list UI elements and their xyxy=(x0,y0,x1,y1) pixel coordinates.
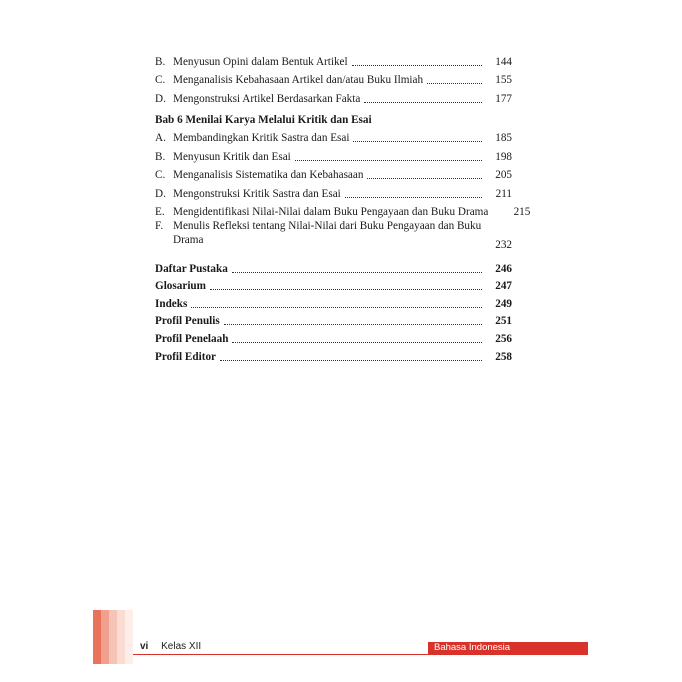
toc-entry-title: Mengonstruksi Artikel Berdasarkan Fakta xyxy=(173,92,361,105)
toc-entry-letter: F. xyxy=(155,220,164,232)
footer-bar xyxy=(93,610,101,664)
toc-entry-title: Mengidentifikasi Nilai-Nilai dalam Buku Pengayaan dan Buku Drama xyxy=(173,206,489,218)
toc-entry-back-matter[interactable] xyxy=(155,276,512,294)
toc-entry[interactable] xyxy=(155,145,512,164)
dot-leader xyxy=(210,289,482,290)
toc-entry[interactable] xyxy=(155,69,512,88)
toc-entry[interactable] xyxy=(155,182,512,201)
dot-leader xyxy=(220,360,482,361)
toc-entry-page: 211 xyxy=(495,187,512,200)
toc-entry-title: Menyusun Kritik dan Esai xyxy=(173,150,291,163)
toc-entry-letter: A. xyxy=(155,132,166,144)
toc-entry-title: Indeks xyxy=(155,297,188,310)
subject-label: Bahasa Indonesia xyxy=(428,642,588,654)
class-label: Kelas XII xyxy=(161,641,202,652)
toc-entry-page: 256 xyxy=(495,332,512,345)
toc-entry-page: 251 xyxy=(495,315,512,328)
toc-entry-back-matter[interactable] xyxy=(155,311,512,329)
toc-entry-title: Menganalisis Sistematika dan Kebahasaan xyxy=(173,169,364,181)
toc-entry-page: 247 xyxy=(495,280,512,293)
chapter-heading[interactable]: Bab 6 Menilai Karya Melalui Kritik dan Esai xyxy=(155,113,372,126)
footer-bar xyxy=(125,610,133,664)
toc-entry-page: 144 xyxy=(495,55,512,68)
toc-entry[interactable] xyxy=(155,87,512,106)
toc-entry-title: Membandingkan Kritik Sastra dan Esai xyxy=(173,132,350,144)
toc-entry-title: Menyusun Opini dalam Bentuk Artikel xyxy=(173,55,348,68)
toc-entry-title: Menganalisis Kebahasaan Artikel dan/atau Buku Ilmiah xyxy=(173,74,424,86)
toc-entry-letter: B. xyxy=(155,55,166,68)
footer-bar xyxy=(101,610,109,664)
page-number: vi xyxy=(140,641,149,652)
toc-entry-title: Mengonstruksi Kritik Sastra dan Esai xyxy=(173,187,341,200)
toc-entry-page: 246 xyxy=(495,262,512,275)
toc-entry-page: 258 xyxy=(495,350,512,363)
toc-entry-letter: B. xyxy=(155,150,166,163)
dot-leader xyxy=(295,160,482,161)
toc-entry-letter: C. xyxy=(155,74,166,86)
toc-entry-title: Profil Penulis xyxy=(155,315,220,328)
dot-leader xyxy=(352,65,482,66)
toc-entry-title: Profil Editor xyxy=(155,350,217,363)
toc-entry-back-matter[interactable] xyxy=(155,258,512,276)
toc-entry-back-matter[interactable] xyxy=(155,293,512,311)
dot-leader xyxy=(232,272,482,273)
dot-leader xyxy=(191,307,482,308)
table-of-contents xyxy=(155,50,531,364)
toc-entry-letter: D. xyxy=(155,187,166,200)
dot-leader xyxy=(232,342,482,343)
footer-bar xyxy=(109,610,117,664)
toc-entry-letter: D. xyxy=(155,92,166,105)
toc-entry-back-matter[interactable] xyxy=(155,346,512,364)
toc-entry-page: 215 xyxy=(513,206,531,218)
dot-leader xyxy=(364,102,482,103)
toc-entry-title-line2-row xyxy=(173,233,486,247)
toc-entry-page: 232 xyxy=(495,239,512,251)
toc-entry[interactable] xyxy=(155,219,512,252)
toc-entry-letter: E. xyxy=(155,206,165,218)
toc-entry[interactable] xyxy=(155,50,512,69)
toc-entry[interactable] xyxy=(155,127,512,146)
toc-entry-page: 205 xyxy=(495,169,512,181)
footer-bar xyxy=(117,610,125,664)
dot-leader xyxy=(353,141,482,142)
footer-color-bars xyxy=(93,610,133,664)
toc-entry-back-matter[interactable] xyxy=(155,328,512,346)
toc-entry-letter: C. xyxy=(155,169,166,181)
dot-leader xyxy=(427,83,482,84)
toc-entry-page: 177 xyxy=(495,92,512,105)
toc-entry-page: 198 xyxy=(495,150,512,163)
toc-entry-page: 185 xyxy=(495,132,512,144)
dot-leader xyxy=(224,324,482,325)
toc-entry-page: 155 xyxy=(495,74,512,86)
toc-entry-title: Daftar Pustaka xyxy=(155,262,228,275)
toc-entry-title-wrap xyxy=(173,219,486,252)
dot-leader xyxy=(345,197,482,198)
footer-rule xyxy=(133,654,588,655)
footer-left xyxy=(140,641,201,652)
toc-entry-title: Profil Penelaah xyxy=(155,332,229,345)
toc-entry-page: 249 xyxy=(495,297,512,310)
toc-entry[interactable] xyxy=(155,201,531,220)
toc-entry-title-line2: Drama xyxy=(173,234,204,246)
toc-entry-title-line1: Menulis Refleksi tentang Nilai-Nilai dari Buku Pengayaan dan Buku xyxy=(173,220,482,232)
toc-entry[interactable] xyxy=(155,164,512,183)
toc-entry-title: Glosarium xyxy=(155,280,206,293)
dot-leader xyxy=(367,178,482,179)
